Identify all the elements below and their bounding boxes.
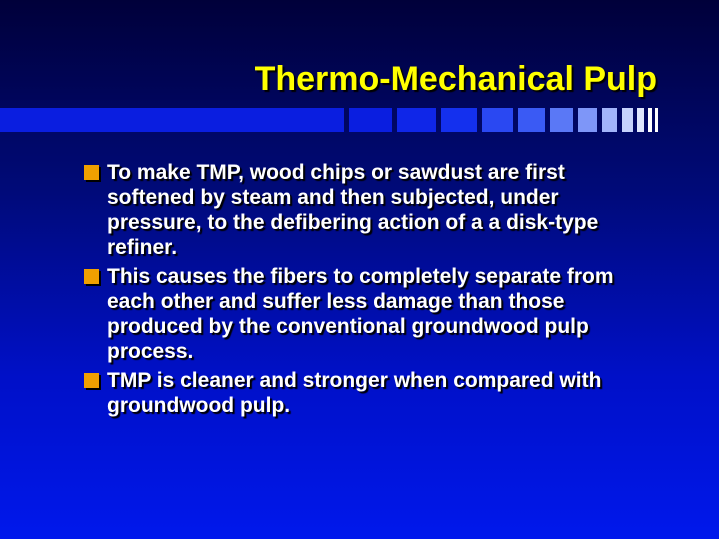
bar-segment (655, 108, 658, 132)
bar-segment (637, 108, 644, 132)
bullet-item (84, 160, 644, 260)
bullet-text: This causes the fibers to completely separate from each other and suffer less damage than those produced by the conventional groundwood pulp process. (107, 265, 614, 363)
bar-segment (578, 108, 597, 132)
square-bullet-icon (84, 373, 99, 388)
bullet-text: To make TMP, wood chips or sawdust are first softened by steam and then subjected, under pressure, to the defibering action of a a disk-type refiner. (107, 161, 599, 259)
bar-segment (349, 108, 392, 132)
bullet-text: TMP is cleaner and stronger when compared with groundwood pulp. (107, 369, 602, 417)
square-bullet-icon (84, 269, 99, 284)
slide-title: Thermo-Mechanical Pulp (254, 60, 657, 98)
bullet-item (84, 264, 644, 364)
bar-segment (602, 108, 617, 132)
bar-segment (441, 108, 477, 132)
bar-segment (550, 108, 573, 132)
bar-segment (482, 108, 513, 132)
square-bullet-icon (84, 165, 99, 180)
bar-segment (648, 108, 652, 132)
title-underline-bar (0, 108, 719, 132)
bar-segment (0, 108, 344, 132)
bar-segment (397, 108, 436, 132)
bar-segment (622, 108, 633, 132)
bullet-list (84, 160, 644, 422)
bar-segment (518, 108, 545, 132)
bullet-item (84, 368, 644, 418)
